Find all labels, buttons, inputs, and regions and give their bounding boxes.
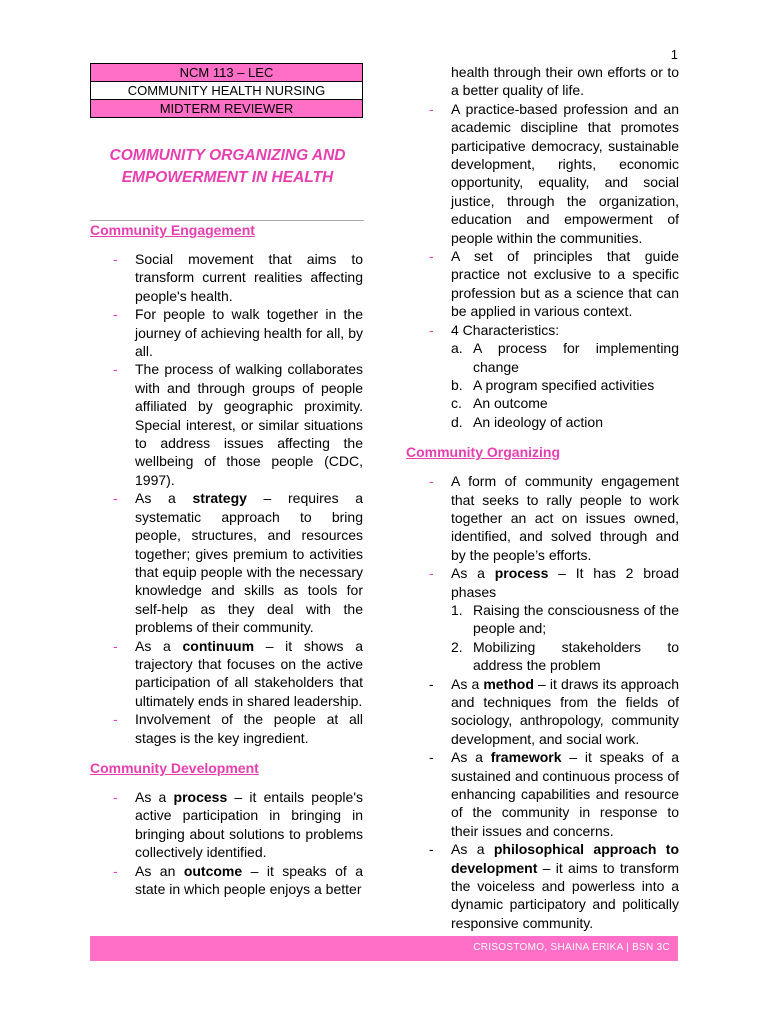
keyword-philosophical-approach: philosophical approach to development — [451, 841, 680, 876]
characteristics-label: - 4 Characteristics: — [451, 321, 560, 338]
document-title: COMMUNITY ORGANIZING AND EMPOWERMENT IN HEALTH — [109, 147, 346, 186]
list-item — [90, 637, 363, 711]
sub-marker: c. — [451, 395, 462, 412]
list-item-continued: health through their own efforts or to a better quality of life. — [451, 64, 679, 99]
list-item — [90, 788, 363, 862]
community-development-list — [90, 788, 363, 898]
item-text: – it speaks of a state in which people enjoys a better — [135, 862, 363, 897]
sub-list-item — [451, 413, 679, 431]
sub-marker: b. — [451, 376, 463, 393]
list-item: - Social movement that aims to transform current realities affecting people's health. — [90, 250, 363, 305]
keyword-framework: framework — [490, 749, 562, 766]
item-prefix: As a — [135, 490, 193, 507]
list-item — [406, 748, 679, 840]
item-text: – it entails people's active participation in bringing in bringing about solutions to problems collectively identified. — [135, 788, 364, 861]
list-item: - Involvement of the people at all stages is the key ingredient. — [90, 710, 363, 747]
keyword-method: method — [483, 675, 534, 692]
item-text: – It has 2 broad phases — [451, 565, 680, 600]
section-heading-community-organizing: Community Organizing — [406, 444, 560, 461]
keyword-strategy: strategy — [192, 490, 247, 507]
list-item — [406, 321, 679, 431]
sub-list-item — [451, 601, 679, 638]
list-item: - A form of community engagement that seeks to rally people to work together an act on issues owned, identified, and solved through and by the people’s efforts. — [406, 472, 679, 564]
sub-marker: d. — [451, 413, 463, 430]
sub-marker: 2. — [451, 638, 463, 655]
sub-list-item — [451, 394, 679, 412]
footer-author: CRISOSTOMO, SHAINA ERIKA | BSN 3C — [473, 942, 670, 953]
process-line — [451, 564, 679, 601]
course-code: NCM 113 – LEC — [91, 64, 363, 82]
sub-text: A program specified activities — [473, 376, 655, 393]
sub-list-item — [451, 638, 679, 675]
keyword-process: process — [494, 565, 549, 582]
item-prefix: As a — [451, 565, 495, 582]
item-text: – it speaks of a sustained and continuous process of enhancing capabilities and resource of the community in response to their issues and concerns. — [451, 749, 679, 839]
list-item: - A set of principles that guide practice not exclusive to a specific profession but as a science that can be applied in various context. — [406, 247, 679, 321]
community-development-list-2 — [406, 100, 679, 431]
community-organizing-list — [406, 472, 679, 674]
item-prefix: As a — [135, 788, 174, 805]
item-prefix: As a — [451, 841, 494, 858]
left-column — [90, 220, 363, 898]
item-prefix: As a — [135, 637, 183, 654]
community-engagement-list — [90, 250, 363, 747]
community-development-continued — [406, 63, 679, 100]
page-number: 1 — [670, 47, 678, 62]
characteristics-list — [451, 339, 679, 431]
phases-list — [451, 601, 679, 675]
sub-marker: a. — [451, 340, 463, 357]
sub-list-item — [451, 376, 679, 394]
keyword-process: process — [173, 788, 228, 805]
right-column — [406, 63, 679, 932]
sub-text: A process for implementing change — [473, 340, 679, 375]
item-text: – it shows a trajectory that focuses on the active participation of all stakeholders that ultimately ends in shared leadership. — [135, 637, 363, 709]
document-type: MIDTERM REVIEWER — [91, 100, 363, 118]
section-heading-community-development: Community Development — [90, 759, 259, 776]
item-text: – requires a systematic approach to bring people, structures, and resources together; gives premium to activities that equip people with the necessary knowledge and skills as tools for self-help as they deal with the problems of their community. — [135, 490, 364, 636]
keyword-outcome: outcome — [183, 862, 243, 879]
list-item: - A practice-based profession and an academic discipline that promotes participative democracy, sustainable development, rights, economic opportunity, equality, and social justice, through the organization, education and empowerment of people within the communities. — [406, 100, 679, 247]
item-text: – it aims to transform the voiceless and powerless into a dynamic participatory and politically responsive community. — [451, 859, 679, 931]
sub-list-item — [451, 339, 679, 376]
item-prefix: As an — [135, 862, 184, 879]
list-item — [406, 840, 679, 932]
sub-text: An outcome — [473, 395, 548, 412]
community-organizing-list-2 — [406, 675, 679, 933]
footer-bar — [90, 936, 678, 961]
list-item — [90, 862, 363, 899]
list-item: - The process of walking collaborates with and through groups of people affiliated by geographic proximity. Special interest, or similar situations to address issues affecting the wellbeing of those people (CDC, 1997). — [90, 360, 363, 489]
list-item: - For people to walk together in the journey of achieving health for all, by all. — [90, 305, 363, 360]
section-heading-community-engagement: Community Engagement — [90, 222, 255, 238]
sub-marker: 1. — [451, 601, 463, 618]
item-prefix: As a — [451, 749, 491, 766]
sub-text: Mobilizing stakeholders to address the problem — [473, 638, 679, 674]
keyword-continuum: continuum — [182, 637, 255, 654]
item-text: – it draws its approach and techniques from the fields of sociology, anthropology, community development, and social work. — [451, 675, 679, 747]
course-subject: COMMUNITY HEALTH NURSING — [91, 82, 363, 100]
sub-text: Raising the consciousness of the people and; — [473, 601, 679, 637]
list-item — [90, 489, 363, 636]
course-header-table — [90, 63, 363, 118]
item-prefix: As a — [451, 675, 484, 692]
list-item — [406, 675, 679, 749]
sub-text: An ideology of action — [473, 413, 603, 430]
list-item — [406, 564, 679, 674]
